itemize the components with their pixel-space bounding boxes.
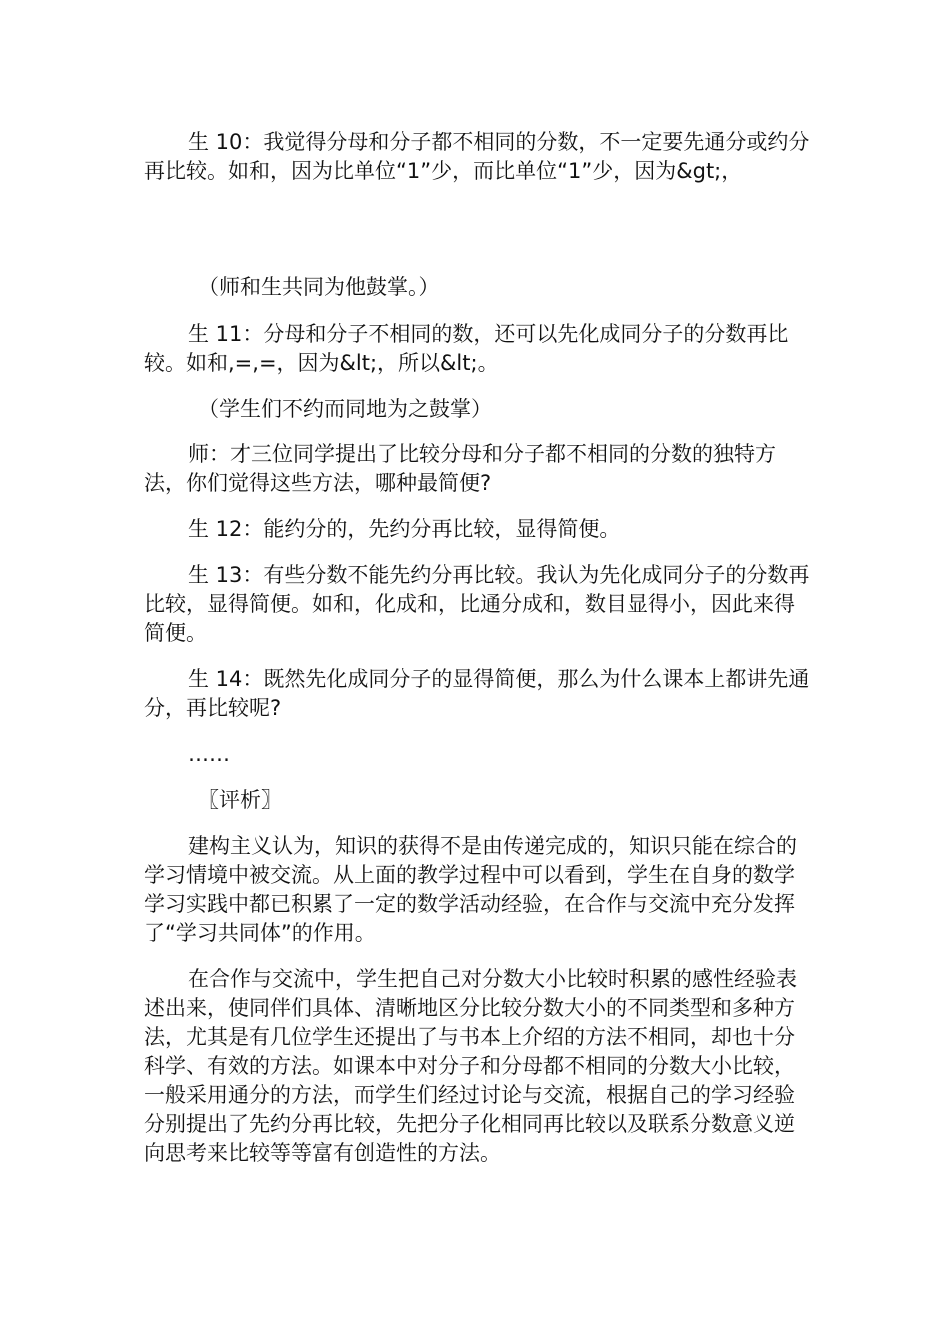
paragraph-teacher: 师：才三位同学提出了比较分母和分子都不相同的分数的独特方法，你们觉得这些方法，哪种最简便?: [144, 442, 776, 495]
paragraph-analysis-2: 在合作与交流中，学生把自己对分数大小比较时积累的感性经验表述出来，使同伴们具体、清晰地区分比较分数大小的不同类型和多种方法，尤其是有几位学生还提出了与书本上介绍的方法不相同，却也十分科学、有效的方法。如课本中对分子和分母都不相同的分数大小比较，一般采用通分的方法，而学生们经过讨论与交流，根据自己的学习经验分别提出了先约分再比较，先把分子化相同再比较以及联系分数意义逆向思考来比较等等富有创造性的方法。: [144, 967, 797, 1165]
paragraph-student-13: 生 13：有些分数不能先约分再比较。我认为先化成同分子的分数再比较，显得简便。如和，化成和，比通分成和，数目显得小，因此来得简便。: [144, 563, 810, 645]
paragraph-applause-1: （师和生共同为他鼓掌。）: [198, 275, 440, 299]
paragraph-student-12: 生 12：能约分的，先约分再比较，显得简便。: [188, 517, 621, 541]
paragraph-student-11: 生 11：分母和分子不相同的数，还可以先化成同分子的分数再比较。如和,=,=，因为&lt;，所以&lt;。: [144, 322, 789, 375]
paragraph-student-14: 生 14：既然先化成同分子的显得简便，那么为什么课本上都讲先通分，再比较呢?: [144, 667, 810, 720]
paragraph-analysis-1: 建构主义认为，知识的获得不是由传递完成的，知识只能在综合的学习情境中被交流。从上面的教学过程中可以看到，学生在自身的数学学习实践中都已积累了一定的数学活动经验，在合作与交流中充分发挥了“学习共同体”的作用。: [144, 834, 797, 945]
paragraph-student-10: 生 10：我觉得分母和分子都不相同的分数，不一定要先通分或约分再比较。如和，因为比单位“1”少，而比单位“1”少，因为&gt;，: [144, 130, 810, 183]
paragraph-ellipsis: ……: [188, 742, 230, 766]
paragraph-analysis-heading: 〖评析〗: [198, 788, 282, 812]
paragraph-applause-2: （学生们不约而同地为之鼓掌）: [198, 397, 492, 421]
